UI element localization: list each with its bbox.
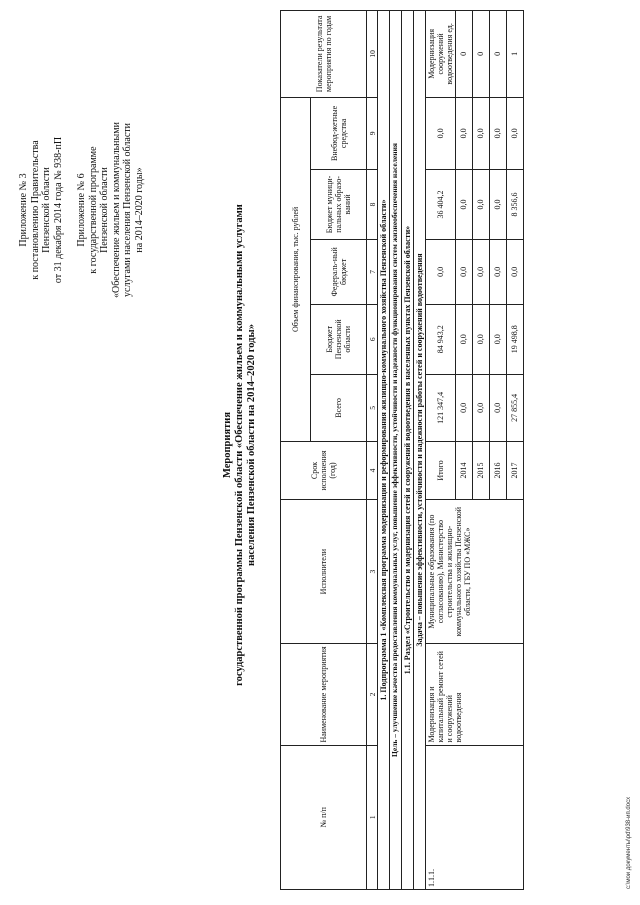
section-title: 1.1. Раздел «Строительство и модернизация сетей и сооружений водоотведения в населенных пунктах Пензенской области» bbox=[401, 11, 413, 890]
appendix3-title: Приложение № 3 bbox=[18, 173, 29, 247]
row-year: 2017 bbox=[506, 442, 523, 500]
row-federal: 0,0 bbox=[425, 239, 455, 304]
row-federal: 0,0 bbox=[455, 239, 472, 304]
row-federal: 0,0 bbox=[472, 239, 489, 304]
col-number: 4 bbox=[367, 442, 378, 500]
header-extrabudget: Внебюд-жетные средства bbox=[311, 97, 367, 169]
row-total: 121 347,4 bbox=[425, 374, 455, 441]
col-number: 7 bbox=[367, 239, 378, 304]
row-municipal: 36 404,2 bbox=[425, 170, 455, 240]
title-line3: населения Пензенской области на 2014–2020 годы» bbox=[246, 324, 257, 566]
row-indicator: Модернизация сооружений водоотведения ед. bbox=[425, 11, 455, 98]
item-num: 1.1.1. bbox=[425, 745, 523, 889]
row-total: 0,0 bbox=[489, 374, 506, 441]
row-year: 2016 bbox=[489, 442, 506, 500]
row-regional: 19 498,8 bbox=[506, 304, 523, 374]
column-numbers-row bbox=[367, 11, 378, 890]
row-federal: 0,0 bbox=[489, 239, 506, 304]
header-federal-budget: Федераль-ный бюджет bbox=[311, 239, 367, 304]
row-municipal: 0,0 bbox=[455, 170, 472, 240]
subprogram-title: 1. Подпрограмма 1 «Комплексная программа модернизации и реформирования жилищно-коммунального хозяйства Пензенской области» bbox=[378, 11, 390, 890]
task-row bbox=[413, 11, 425, 890]
col-number: 8 bbox=[367, 170, 378, 240]
header-indicators: Показатели результата мероприятия по годам bbox=[281, 11, 367, 98]
header-executors: Исполнители bbox=[281, 499, 367, 643]
col-number: 10 bbox=[367, 11, 378, 98]
table-row bbox=[425, 11, 455, 890]
task-text: Задача – повышение эффективности, устойчивости и надежности работы сетей и сооружений водоотведения bbox=[413, 11, 425, 890]
row-indicator: 0 bbox=[472, 11, 489, 98]
document-title bbox=[222, 165, 258, 725]
row-total: 27 855,4 bbox=[506, 374, 523, 441]
col-number: 5 bbox=[367, 374, 378, 441]
item-executors: Муниципальные образования (по согласованию), Министерство строительства и жилищно-коммунального хозяйства Пензенской области, ГБУ ПО «МЖС» bbox=[425, 499, 523, 643]
section-row bbox=[401, 11, 413, 890]
appendix6-to: к государственной программе bbox=[87, 146, 99, 274]
row-municipal: 8 356,6 bbox=[506, 170, 523, 240]
row-regional: 0,0 bbox=[455, 304, 472, 374]
title-line1: Мероприятия bbox=[222, 411, 233, 479]
appendix3-to: к постановлению Правительства bbox=[29, 140, 41, 280]
row-year: 2015 bbox=[472, 442, 489, 500]
item-name: Модернизация и капитальный ремонт сетей и сооружений водоотведения bbox=[425, 644, 523, 745]
row-extra: 0,0 bbox=[455, 97, 472, 169]
appendix3-region: Пензенской области bbox=[41, 167, 52, 253]
goal-row bbox=[390, 11, 402, 890]
row-indicator: 0 bbox=[455, 11, 472, 98]
row-regional: 0,0 bbox=[472, 304, 489, 374]
col-number: 2 bbox=[367, 644, 378, 745]
appendix6-name-line3: на 2014–2020 годы» bbox=[133, 167, 145, 253]
row-municipal: 0,0 bbox=[489, 170, 506, 240]
header-num: № п/п bbox=[281, 745, 367, 889]
goal-text: Цель – улучшение качества предоставления коммунальных услуг, повышение эффективности, устойчивости и надежности функционирования систем жизнеобеспечения населения bbox=[390, 11, 402, 890]
appendix-header bbox=[18, 80, 145, 340]
row-extra: 0,0 bbox=[472, 97, 489, 169]
row-extra: 0,0 bbox=[489, 97, 506, 169]
row-extra: 0,0 bbox=[425, 97, 455, 169]
header-total: Всего bbox=[311, 374, 367, 441]
appendix6-title: Приложение № 6 bbox=[76, 173, 87, 247]
col-number: 6 bbox=[367, 304, 378, 374]
appendix6-name-line1: «Обеспечение жильем и коммунальными bbox=[110, 122, 122, 298]
header-term: Срок исполнения (год) bbox=[281, 442, 367, 500]
title-line2: государственной программы Пензенской области «Обеспечение жильем и коммунальными услугами bbox=[234, 204, 245, 686]
header-municipal-budget: Бюджет муници-пальных образо-ваний bbox=[311, 170, 367, 240]
row-indicator: 1 bbox=[506, 11, 523, 98]
row-year: 2014 bbox=[455, 442, 472, 500]
row-regional: 84 943,2 bbox=[425, 304, 455, 374]
appendix6-name-line2: услугами населения Пензенской области bbox=[122, 123, 133, 297]
col-number: 9 bbox=[367, 97, 378, 169]
file-path-footer: c:\мои документы\pd\938-ип.docx bbox=[626, 796, 632, 889]
row-regional: 0,0 bbox=[489, 304, 506, 374]
row-extra: 0,0 bbox=[506, 97, 523, 169]
row-total: 0,0 bbox=[472, 374, 489, 441]
header-regional-budget: Бюджет Пензенской области bbox=[311, 304, 367, 374]
col-number: 3 bbox=[367, 499, 378, 643]
subprogram-row bbox=[378, 11, 390, 890]
row-municipal: 0,0 bbox=[472, 170, 489, 240]
row-indicator: 0 bbox=[489, 11, 506, 98]
header-name: Наименование мероприятия bbox=[281, 644, 367, 745]
appendix3-date: от 31 декабря 2014 года № 938-пП bbox=[52, 136, 64, 284]
row-year: Итого bbox=[425, 442, 455, 500]
row-federal: 0,0 bbox=[506, 239, 523, 304]
header-funding: Объем финансирования, тыс. рублей bbox=[281, 97, 311, 441]
appendix6-region: Пензенской области bbox=[99, 167, 110, 253]
col-number: 1 bbox=[367, 745, 378, 889]
row-total: 0,0 bbox=[455, 374, 472, 441]
measures-table bbox=[280, 10, 524, 890]
